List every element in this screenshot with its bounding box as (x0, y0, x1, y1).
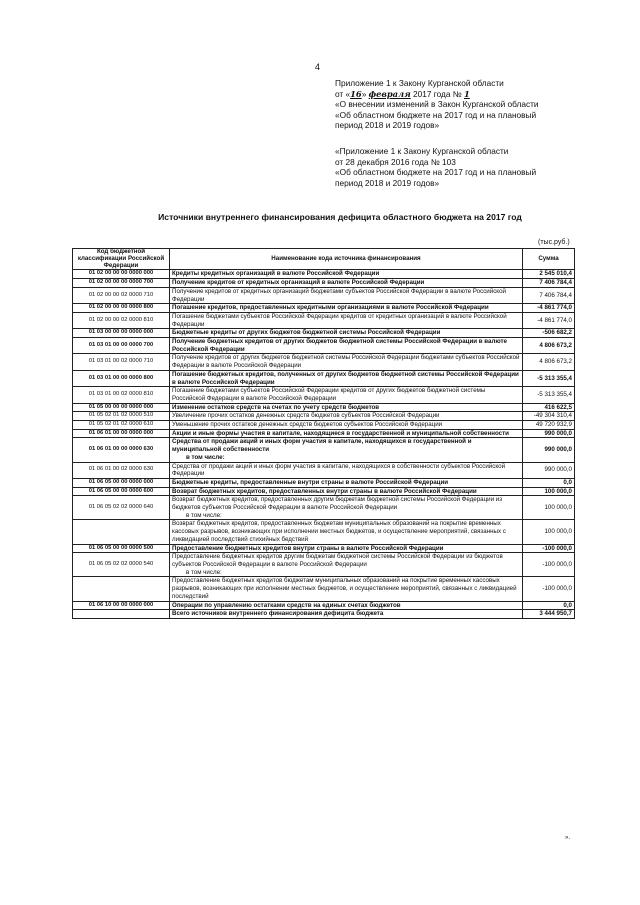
appendix-line: «О внесении изменений в Закон Курганской области (335, 99, 539, 110)
including-note: в том числе: (186, 568, 222, 576)
budget-code-cell: 01 03 00 00 00 0000 000 (73, 329, 170, 338)
source-name-cell (170, 429, 523, 438)
source-name-cell (170, 354, 523, 370)
appendix-line: «Приложение 1 к Закону Курганской области (335, 146, 509, 156)
source-name-cell (170, 338, 523, 354)
financing-sources-table (72, 248, 575, 619)
amount-cell: 990 000,0 (523, 429, 575, 438)
table-row (73, 338, 575, 354)
table-row (73, 287, 575, 303)
amount-cell: 100 000,0 (523, 496, 575, 520)
source-name-text: Предоставление бюджетных кредитов внутри страны в валюте Российской Федерации (172, 544, 444, 552)
budget-code-cell: 01 05 02 01 02 0000 610 (73, 421, 170, 430)
table-row (73, 520, 575, 544)
column-header-amount: Сумма (523, 249, 575, 270)
amount-cell: 100 000,0 (523, 520, 575, 544)
source-name-cell (170, 438, 523, 462)
amount-cell: -100 000,0 (523, 544, 575, 553)
table-row (73, 601, 575, 610)
table-row (73, 312, 575, 328)
source-name-text: Предоставление бюджетных кредитов бюджетам муниципальных образований на покрытие временных кассовых разрывов, возникающих при исполнении местных бюджетов, и осуществление мероприятий, связанных с ликвидацией последствий (172, 577, 517, 600)
budget-code-cell: 01 06 05 02 02 0000 640 (73, 496, 170, 520)
budget-code-cell: 01 06 05 02 02 0000 540 (73, 553, 170, 577)
table-row (73, 279, 575, 288)
amount-cell: 100 000,0 (523, 487, 575, 496)
amount-cell: 416 622,5 (523, 403, 575, 412)
appendix-line: период 2018 и 2019 годов» (335, 120, 440, 131)
amount-cell: -4 861 774,0 (523, 304, 575, 313)
source-name-cell (170, 577, 523, 601)
budget-code-cell: 01 06 01 00 02 0000 630 (73, 462, 170, 478)
source-name-text: Акции и иные формы участия в капитале, находящиеся в государственной и муниципальной собственности (172, 429, 509, 437)
source-name-cell (170, 496, 523, 520)
table-row (73, 553, 575, 577)
table-row (73, 462, 575, 478)
budget-code-cell: 01 03 01 00 02 0000 710 (73, 354, 170, 370)
table-body (73, 270, 575, 619)
table-row (73, 403, 575, 412)
source-name-text: Увеличение прочих остатков денежных средств бюджетов субъектов Российской Федерации (172, 412, 440, 420)
budget-code-cell (73, 577, 170, 601)
source-name-cell (170, 287, 523, 303)
appendix-header-new (335, 78, 605, 131)
budget-code-cell: 01 06 01 00 00 0000 000 (73, 429, 170, 438)
budget-code-cell (73, 520, 170, 544)
table-row (73, 270, 575, 279)
table-header-row (73, 249, 575, 270)
budget-code-cell: 01 06 05 00 00 0000 600 (73, 487, 170, 496)
appendix-line: период 2018 и 2019 годов» (335, 177, 440, 188)
source-name-text: Получение бюджетных кредитов от других бюджетов бюджетной системы Российской Федерации в валюте Российской Федерации (172, 338, 507, 353)
appendix-date-line: от «16» февраля 2017 года № 1 (335, 88, 470, 99)
source-name-text: Получение кредитов от кредитных организаций бюджетами субъектов Российской Федерации в валюте Российской Федерации (172, 287, 506, 303)
amount-cell: 0,0 (523, 478, 575, 487)
appendix-line: Приложение 1 к Закону Курганской области (335, 78, 504, 88)
source-name-text: Получение кредитов от других бюджетов бюджетной системы Российской Федерации бюджетами субъектов Российской Федерации в валюте Российской Федерации (172, 354, 520, 370)
budget-code-cell: 01 02 00 00 02 0000 710 (73, 287, 170, 303)
budget-code-cell: 01 02 00 00 00 0000 700 (73, 279, 170, 288)
table-row (73, 329, 575, 338)
source-name-text: Возврат бюджетных кредитов, предоставленных бюджетам муниципальных образований на покрытие временных кассовых разрывов, возникающих при исполнении местных бюджетов, и осуществление мероприятий, связанных с ликвидацией последствий стихийных бедствий (172, 520, 506, 543)
source-name-text: Всего источников внутреннего финансирования дефицита бюджета (172, 610, 384, 618)
table-row (73, 412, 575, 421)
source-name-cell (170, 462, 523, 478)
table-row (73, 577, 575, 601)
table-row (73, 421, 575, 430)
source-name-text: Погашение бюджетами субъектов Российской Федерации кредитов от кредитных организаций в валюте Российской Федерации (172, 312, 507, 328)
budget-code-cell: 01 06 05 00 00 0000 500 (73, 544, 170, 553)
source-name-text: Погашение бюджетами субъектов Российской Федерации кредитов от других бюджетов бюджетной системы Российской Федерации в валюте Российской Федерации (172, 387, 486, 402)
source-name-cell (170, 478, 523, 487)
source-name-text: Погашение бюджетных кредитов, полученных от других бюджетов бюджетной системы Российской Федерации в валюте Российской Федерации (172, 370, 519, 386)
budget-code-cell: 01 02 00 00 00 0000 800 (73, 304, 170, 313)
amount-cell: -100 000,0 (523, 577, 575, 601)
source-name-text: Кредиты кредитных организаций в валюте Российской Федерации (172, 270, 380, 278)
source-name-cell (170, 412, 523, 421)
amount-cell: 49 720 932,9 (523, 421, 575, 430)
amount-cell: -4 861 774,0 (523, 312, 575, 328)
table-row (73, 438, 575, 462)
amount-cell: 990 000,0 (523, 438, 575, 462)
source-name-cell (170, 610, 523, 619)
table-row (73, 478, 575, 487)
units-label: (тыс.руб.) (538, 239, 570, 246)
budget-code-cell: 01 06 05 00 00 0000 000 (73, 478, 170, 487)
source-name-text: Операции по управлению остатками средств на единых счетах бюджетов (172, 601, 401, 609)
budget-code-cell: 01 03 01 00 02 0000 810 (73, 387, 170, 403)
amount-cell: 0,0 (523, 601, 575, 610)
table-row (73, 304, 575, 313)
budget-code-cell: 01 02 00 00 00 0000 000 (73, 270, 170, 279)
page-number: 4 (315, 62, 321, 72)
source-name-text: Погашение кредитов, предоставленных кредитными организациями в валюте Российской Федерации (172, 304, 489, 312)
column-header-name: Наименование кода источника финансирования (170, 249, 523, 270)
source-name-text: Изменение остатков средств на счетах по учету средств бюджетов (172, 403, 380, 411)
table-row (73, 544, 575, 553)
document-title: Источники внутреннего финансирования дефицита областного бюджета на 2017 год (158, 212, 522, 222)
amount-cell: 2 545 010,4 (523, 270, 575, 279)
amount-cell: 4 806 673,2 (523, 354, 575, 370)
appendix-line: «Об областном бюджете на 2017 год и на плановый (335, 167, 537, 178)
amount-cell: 3 444 950,7 (523, 610, 575, 619)
amount-cell: 7 406 784,4 (523, 287, 575, 303)
source-name-cell (170, 304, 523, 313)
amount-cell: -100 000,0 (523, 553, 575, 577)
table-row (73, 496, 575, 520)
handwritten-number: 1 (464, 88, 470, 99)
source-name-cell (170, 544, 523, 553)
source-name-text: Бюджетные кредиты, предоставленные внутри страны в валюте Российской Федерации (172, 478, 449, 486)
amount-cell: -49 304 310,4 (523, 412, 575, 421)
amount-cell: -5 313 355,4 (523, 370, 575, 386)
budget-code-cell: 01 05 02 01 02 0000 510 (73, 412, 170, 421)
source-name-cell (170, 279, 523, 288)
closing-quote-mark: ». (565, 835, 571, 841)
budget-code-cell: 01 02 00 00 02 0000 810 (73, 312, 170, 328)
table-row (73, 487, 575, 496)
appendix-line: «Об областном бюджете на 2017 год и на плановый (335, 109, 537, 120)
amount-cell: 990 000,0 (523, 462, 575, 478)
source-name-cell (170, 601, 523, 610)
appendix-line: от 28 декабря 2016 года № 103 (335, 156, 456, 167)
source-name-cell (170, 421, 523, 430)
column-header-code: Код бюджетной классификации Российской Федерации (73, 249, 170, 270)
table-row (73, 429, 575, 438)
amount-cell: -5 313 355,4 (523, 387, 575, 403)
amount-cell: -506 682,2 (523, 329, 575, 338)
source-name-cell (170, 403, 523, 412)
source-name-cell (170, 370, 523, 386)
source-name-text: Бюджетные кредиты от других бюджетов бюджетной системы Российской Федерации (172, 329, 441, 337)
source-name-cell (170, 487, 523, 496)
source-name-text: Средства от продажи акций и иных форм участия в капитале, находящихся в государственной и муниципальной собственности (172, 438, 472, 454)
including-note: в том числе: (186, 511, 222, 519)
handwritten-month: февраля (368, 88, 411, 99)
source-name-text: Возврат бюджетных кредитов, предоставленных внутри страны в валюте Российской Федерации (172, 487, 477, 495)
source-name-text: Предоставление бюджетных кредитов другим бюджетам бюджетной системы Российской Федерации из бюджетов субъектов Российской Федерации в валюте Российской Федерации (172, 553, 503, 568)
budget-code-cell: 01 06 01 00 00 0000 630 (73, 438, 170, 462)
including-note: в том числе: (186, 453, 225, 461)
budget-code-cell (73, 610, 170, 619)
source-name-cell (170, 387, 523, 403)
budget-code-cell: 01 06 10 00 00 0000 000 (73, 601, 170, 610)
table-row (73, 354, 575, 370)
source-name-cell (170, 329, 523, 338)
amount-cell: 7 406 784,4 (523, 279, 575, 288)
budget-code-cell: 01 03 01 00 00 0000 700 (73, 338, 170, 354)
source-name-text: Получение кредитов от кредитных организаций в валюте Российской Федерации (172, 279, 425, 287)
source-name-cell (170, 270, 523, 279)
source-name-cell (170, 312, 523, 328)
source-name-cell (170, 553, 523, 577)
table-row (73, 370, 575, 386)
handwritten-day: 16 (350, 88, 362, 99)
budget-code-cell: 01 05 00 00 00 0000 000 (73, 403, 170, 412)
appendix-header-old (335, 146, 605, 188)
source-name-text: Уменьшение прочих остатков денежных средств бюджетов субъектов Российской Федерации (172, 421, 443, 429)
source-name-text: Возврат бюджетных кредитов, предоставленных другим бюджетам бюджетной системы Российской Федерации из бюджетов субъектов Российской Федерации в валюте Российской Федерации (172, 496, 503, 512)
table-row (73, 387, 575, 403)
amount-cell: 4 806 673,2 (523, 338, 575, 354)
source-name-text: Средства от продажи акций и иных форм участия в капитале, находящихся в собственности субъектов Российской Федерации (172, 462, 506, 478)
table-row (73, 610, 575, 619)
budget-code-cell: 01 03 01 00 00 0000 800 (73, 370, 170, 386)
source-name-cell (170, 520, 523, 544)
